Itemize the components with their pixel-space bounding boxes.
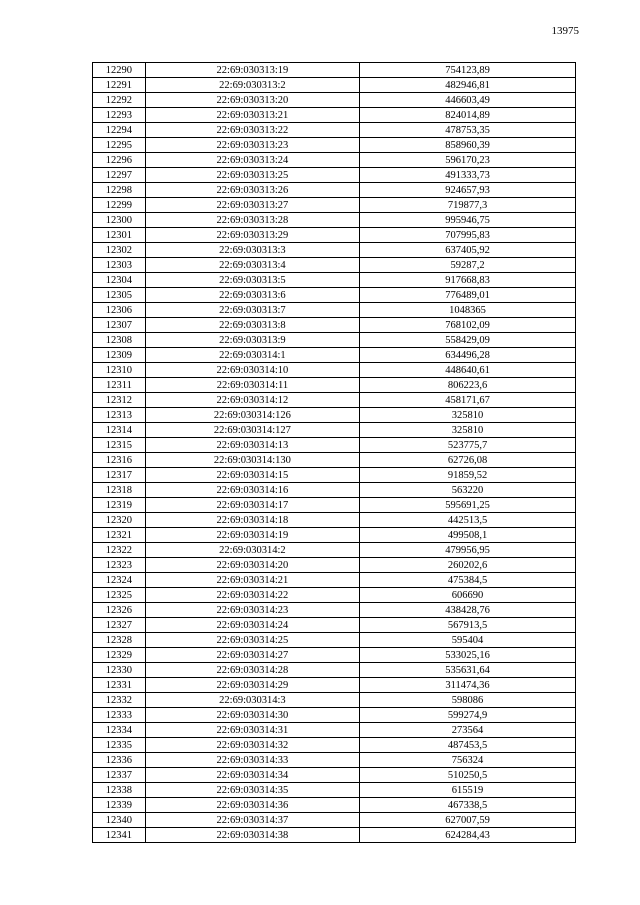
cadastral-number-cell: 22:69:030313:3 — [145, 243, 359, 258]
row-number-cell: 12339 — [93, 798, 146, 813]
row-number-cell: 12334 — [93, 723, 146, 738]
cadastral-number-cell: 22:69:030314:28 — [145, 663, 359, 678]
cadastral-number-cell: 22:69:030314:12 — [145, 393, 359, 408]
table-row — [93, 303, 576, 318]
table-row — [93, 258, 576, 273]
row-number-cell: 12300 — [93, 213, 146, 228]
table-row — [93, 348, 576, 363]
table-row — [93, 573, 576, 588]
value-cell: 637405,92 — [360, 243, 576, 258]
cadastral-value-table — [92, 62, 576, 843]
value-cell: 91859,52 — [360, 468, 576, 483]
row-number-cell: 12331 — [93, 678, 146, 693]
value-cell: 475384,5 — [360, 573, 576, 588]
cadastral-number-cell: 22:69:030313:19 — [145, 63, 359, 78]
table-row — [93, 498, 576, 513]
cadastral-number-cell: 22:69:030314:19 — [145, 528, 359, 543]
cadastral-number-cell: 22:69:030314:22 — [145, 588, 359, 603]
value-cell: 273564 — [360, 723, 576, 738]
cadastral-number-cell: 22:69:030313:9 — [145, 333, 359, 348]
table-row — [93, 618, 576, 633]
row-number-cell: 12307 — [93, 318, 146, 333]
table-row — [93, 333, 576, 348]
cadastral-number-cell: 22:69:030313:24 — [145, 153, 359, 168]
value-cell: 325810 — [360, 423, 576, 438]
cadastral-number-cell: 22:69:030314:24 — [145, 618, 359, 633]
cadastral-number-cell: 22:69:030314:2 — [145, 543, 359, 558]
row-number-cell: 12325 — [93, 588, 146, 603]
row-number-cell: 12340 — [93, 813, 146, 828]
cadastral-number-cell: 22:69:030313:22 — [145, 123, 359, 138]
row-number-cell: 12290 — [93, 63, 146, 78]
table-row — [93, 288, 576, 303]
table-row — [93, 588, 576, 603]
value-cell: 558429,09 — [360, 333, 576, 348]
value-cell: 446603,49 — [360, 93, 576, 108]
cadastral-number-cell: 22:69:030313:5 — [145, 273, 359, 288]
table-row — [93, 153, 576, 168]
table-row — [93, 138, 576, 153]
row-number-cell: 12328 — [93, 633, 146, 648]
cadastral-number-cell: 22:69:030314:10 — [145, 363, 359, 378]
cadastral-number-cell: 22:69:030313:6 — [145, 288, 359, 303]
row-number-cell: 12336 — [93, 753, 146, 768]
value-cell: 595404 — [360, 633, 576, 648]
table-row — [93, 783, 576, 798]
value-cell: 754123,89 — [360, 63, 576, 78]
value-cell: 567913,5 — [360, 618, 576, 633]
table-row — [93, 648, 576, 663]
row-number-cell: 12321 — [93, 528, 146, 543]
table-row — [93, 393, 576, 408]
cadastral-number-cell: 22:69:030314:33 — [145, 753, 359, 768]
cadastral-number-cell: 22:69:030314:126 — [145, 408, 359, 423]
value-cell: 59287,2 — [360, 258, 576, 273]
value-cell: 595691,25 — [360, 498, 576, 513]
value-cell: 924657,93 — [360, 183, 576, 198]
cadastral-number-cell: 22:69:030314:1 — [145, 348, 359, 363]
row-number-cell: 12324 — [93, 573, 146, 588]
cadastral-number-cell: 22:69:030314:35 — [145, 783, 359, 798]
row-number-cell: 12318 — [93, 483, 146, 498]
value-cell: 806223,6 — [360, 378, 576, 393]
value-cell: 325810 — [360, 408, 576, 423]
row-number-cell: 12296 — [93, 153, 146, 168]
table-row — [93, 93, 576, 108]
row-number-cell: 12317 — [93, 468, 146, 483]
value-cell: 634496,28 — [360, 348, 576, 363]
cadastral-number-cell: 22:69:030314:20 — [145, 558, 359, 573]
cadastral-number-cell: 22:69:030314:34 — [145, 768, 359, 783]
table-row — [93, 183, 576, 198]
table-row — [93, 108, 576, 123]
value-cell: 482946,81 — [360, 78, 576, 93]
row-number-cell: 12316 — [93, 453, 146, 468]
value-cell: 858960,39 — [360, 138, 576, 153]
row-number-cell: 12320 — [93, 513, 146, 528]
value-cell: 599274,9 — [360, 708, 576, 723]
table-row — [93, 228, 576, 243]
cadastral-number-cell: 22:69:030314:27 — [145, 648, 359, 663]
row-number-cell: 12306 — [93, 303, 146, 318]
cadastral-number-cell: 22:69:030314:25 — [145, 633, 359, 648]
table-row — [93, 828, 576, 843]
page-number: 13975 — [551, 25, 579, 37]
row-number-cell: 12323 — [93, 558, 146, 573]
table-row — [93, 363, 576, 378]
value-cell: 510250,5 — [360, 768, 576, 783]
table-row — [93, 198, 576, 213]
table-row — [93, 213, 576, 228]
row-number-cell: 12309 — [93, 348, 146, 363]
value-cell: 533025,16 — [360, 648, 576, 663]
value-cell: 995946,75 — [360, 213, 576, 228]
value-cell: 311474,36 — [360, 678, 576, 693]
value-cell: 438428,76 — [360, 603, 576, 618]
value-cell: 824014,89 — [360, 108, 576, 123]
cadastral-number-cell: 22:69:030314:3 — [145, 693, 359, 708]
cadastral-number-cell: 22:69:030314:127 — [145, 423, 359, 438]
cadastral-number-cell: 22:69:030314:16 — [145, 483, 359, 498]
cadastral-number-cell: 22:69:030313:28 — [145, 213, 359, 228]
value-cell: 442513,5 — [360, 513, 576, 528]
value-cell: 523775,7 — [360, 438, 576, 453]
table-row — [93, 123, 576, 138]
value-cell: 598086 — [360, 693, 576, 708]
row-number-cell: 12341 — [93, 828, 146, 843]
table-row — [93, 543, 576, 558]
table-row — [93, 273, 576, 288]
table-row — [93, 693, 576, 708]
row-number-cell: 12294 — [93, 123, 146, 138]
cadastral-number-cell: 22:69:030314:13 — [145, 438, 359, 453]
value-cell: 62726,08 — [360, 453, 576, 468]
row-number-cell: 12337 — [93, 768, 146, 783]
row-number-cell: 12330 — [93, 663, 146, 678]
row-number-cell: 12315 — [93, 438, 146, 453]
cadastral-number-cell: 22:69:030313:2 — [145, 78, 359, 93]
table-row — [93, 798, 576, 813]
table-row — [93, 603, 576, 618]
value-cell: 487453,5 — [360, 738, 576, 753]
value-cell: 499508,1 — [360, 528, 576, 543]
value-cell: 606690 — [360, 588, 576, 603]
value-cell: 467338,5 — [360, 798, 576, 813]
value-cell: 563220 — [360, 483, 576, 498]
table-row — [93, 738, 576, 753]
table-row — [93, 318, 576, 333]
table-row — [93, 513, 576, 528]
cadastral-number-cell: 22:69:030314:32 — [145, 738, 359, 753]
value-cell: 615519 — [360, 783, 576, 798]
row-number-cell: 12326 — [93, 603, 146, 618]
cadastral-number-cell: 22:69:030313:21 — [145, 108, 359, 123]
value-cell: 917668,83 — [360, 273, 576, 288]
row-number-cell: 12329 — [93, 648, 146, 663]
cadastral-number-cell: 22:69:030314:31 — [145, 723, 359, 738]
cadastral-number-cell: 22:69:030314:11 — [145, 378, 359, 393]
table-row — [93, 558, 576, 573]
table-row — [93, 63, 576, 78]
row-number-cell: 12291 — [93, 78, 146, 93]
table-row — [93, 423, 576, 438]
value-cell: 535631,64 — [360, 663, 576, 678]
value-cell: 596170,23 — [360, 153, 576, 168]
value-cell: 260202,6 — [360, 558, 576, 573]
cadastral-number-cell: 22:69:030314:30 — [145, 708, 359, 723]
row-number-cell: 12338 — [93, 783, 146, 798]
row-number-cell: 12308 — [93, 333, 146, 348]
row-number-cell: 12327 — [93, 618, 146, 633]
cadastral-number-cell: 22:69:030314:36 — [145, 798, 359, 813]
row-number-cell: 12304 — [93, 273, 146, 288]
value-cell: 768102,09 — [360, 318, 576, 333]
row-number-cell: 12313 — [93, 408, 146, 423]
row-number-cell: 12312 — [93, 393, 146, 408]
cadastral-number-cell: 22:69:030314:23 — [145, 603, 359, 618]
cadastral-number-cell: 22:69:030314:21 — [145, 573, 359, 588]
cadastral-number-cell: 22:69:030314:130 — [145, 453, 359, 468]
cadastral-number-cell: 22:69:030313:23 — [145, 138, 359, 153]
value-cell: 479956,95 — [360, 543, 576, 558]
row-number-cell: 12322 — [93, 543, 146, 558]
row-number-cell: 12319 — [93, 498, 146, 513]
table-row — [93, 483, 576, 498]
table-row — [93, 78, 576, 93]
cadastral-number-cell: 22:69:030313:4 — [145, 258, 359, 273]
table-row — [93, 663, 576, 678]
row-number-cell: 12305 — [93, 288, 146, 303]
row-number-cell: 12299 — [93, 198, 146, 213]
table-row — [93, 453, 576, 468]
table-body — [93, 63, 576, 843]
cadastral-number-cell: 22:69:030314:37 — [145, 813, 359, 828]
cadastral-number-cell: 22:69:030314:18 — [145, 513, 359, 528]
value-cell: 627007,59 — [360, 813, 576, 828]
cadastral-number-cell: 22:69:030313:27 — [145, 198, 359, 213]
row-number-cell: 12301 — [93, 228, 146, 243]
value-cell: 458171,67 — [360, 393, 576, 408]
cadastral-number-cell: 22:69:030313:20 — [145, 93, 359, 108]
cadastral-number-cell: 22:69:030313:8 — [145, 318, 359, 333]
row-number-cell: 12310 — [93, 363, 146, 378]
table-row — [93, 768, 576, 783]
value-cell: 1048365 — [360, 303, 576, 318]
row-number-cell: 12332 — [93, 693, 146, 708]
row-number-cell: 12333 — [93, 708, 146, 723]
cadastral-number-cell: 22:69:030314:29 — [145, 678, 359, 693]
row-number-cell: 12302 — [93, 243, 146, 258]
table-row — [93, 753, 576, 768]
table-row — [93, 438, 576, 453]
cadastral-number-cell: 22:69:030313:7 — [145, 303, 359, 318]
row-number-cell: 12298 — [93, 183, 146, 198]
table-row — [93, 468, 576, 483]
table-row — [93, 528, 576, 543]
table-row — [93, 813, 576, 828]
value-cell: 756324 — [360, 753, 576, 768]
row-number-cell: 12293 — [93, 108, 146, 123]
value-cell: 491333,73 — [360, 168, 576, 183]
value-cell: 776489,01 — [360, 288, 576, 303]
row-number-cell: 12292 — [93, 93, 146, 108]
row-number-cell: 12297 — [93, 168, 146, 183]
value-cell: 707995,83 — [360, 228, 576, 243]
row-number-cell: 12311 — [93, 378, 146, 393]
table-row — [93, 378, 576, 393]
row-number-cell: 12335 — [93, 738, 146, 753]
value-cell: 624284,43 — [360, 828, 576, 843]
row-number-cell: 12314 — [93, 423, 146, 438]
cadastral-number-cell: 22:69:030314:15 — [145, 468, 359, 483]
cadastral-number-cell: 22:69:030313:29 — [145, 228, 359, 243]
table-row — [93, 678, 576, 693]
table-row — [93, 723, 576, 738]
table-row — [93, 168, 576, 183]
value-cell: 719877,3 — [360, 198, 576, 213]
table-row — [93, 708, 576, 723]
table-row — [93, 243, 576, 258]
value-cell: 448640,61 — [360, 363, 576, 378]
cadastral-number-cell: 22:69:030313:26 — [145, 183, 359, 198]
table-row — [93, 408, 576, 423]
cadastral-number-cell: 22:69:030313:25 — [145, 168, 359, 183]
table-row — [93, 633, 576, 648]
cadastral-number-cell: 22:69:030314:17 — [145, 498, 359, 513]
row-number-cell: 12303 — [93, 258, 146, 273]
row-number-cell: 12295 — [93, 138, 146, 153]
cadastral-number-cell: 22:69:030314:38 — [145, 828, 359, 843]
value-cell: 478753,35 — [360, 123, 576, 138]
